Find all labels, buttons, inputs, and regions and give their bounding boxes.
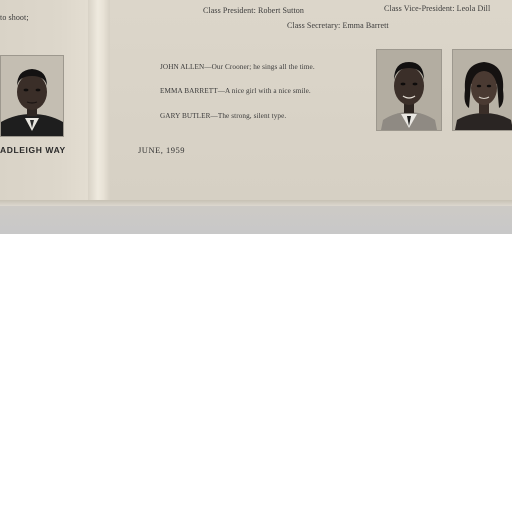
table-surface xyxy=(0,206,512,234)
portrait-john-allen xyxy=(376,49,442,131)
class-secretary: Class Secretary: Emma Barrett xyxy=(287,21,389,30)
portrait-emma-barrett xyxy=(452,49,512,131)
left-fragment-text: to shoot; xyxy=(0,13,29,22)
page-date: JUNE, 1959 xyxy=(138,145,186,155)
entry-john-allen: JOHN ALLEN—Our Crooner; he sings all the time. xyxy=(160,63,315,71)
class-vice-president: Class Vice-President: Leola Dill xyxy=(384,4,491,13)
left-name-caption: ADLEIGH WAY xyxy=(0,145,66,155)
yearbook-photo xyxy=(0,0,512,234)
entry-gary-butler: GARY BUTLER—The strong, silent type. xyxy=(160,112,287,120)
book-gutter xyxy=(88,0,110,205)
class-president: Class President: Robert Sutton xyxy=(203,6,304,15)
portrait-left xyxy=(0,55,64,137)
entry-emma-barrett: EMMA BARRETT—A nice girl with a nice smile. xyxy=(160,87,311,95)
